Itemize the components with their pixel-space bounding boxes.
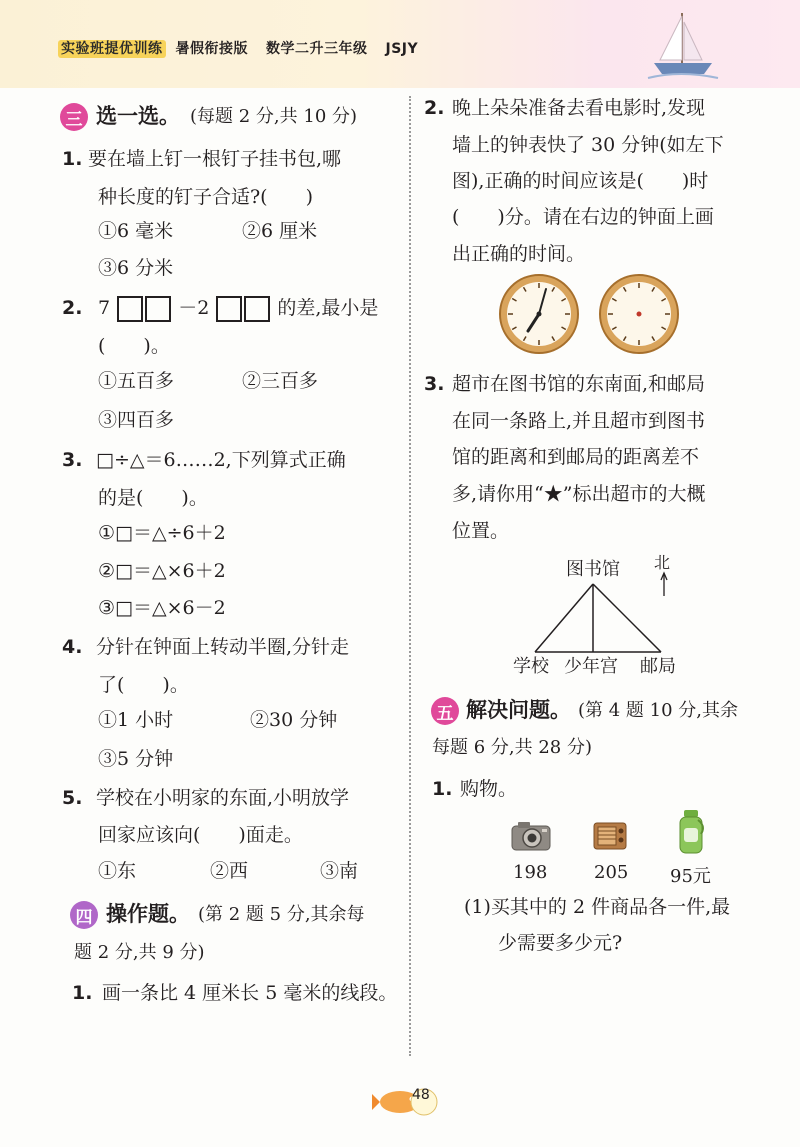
s5-q1-sub1-line1: (1)买其中的 2 件商品各一件,最 bbox=[464, 896, 731, 918]
edition-label: 暑假衔接版 bbox=[175, 41, 248, 57]
q1-option-1: ①6 毫米 bbox=[98, 220, 174, 242]
s5-q1-number: 1. bbox=[432, 778, 453, 800]
q2-expr-suffix: 的差,最小是 bbox=[277, 297, 379, 319]
map-diagram[interactable] bbox=[505, 570, 705, 660]
s4-q3-line2: 在同一条路上,并且超市到图书 bbox=[452, 410, 706, 432]
map-label-post-office: 邮局 bbox=[640, 656, 676, 677]
q2-option-3: ③四百多 bbox=[98, 409, 175, 431]
q5-option-1: ①东 bbox=[98, 860, 137, 882]
section4-note-line1: (第 2 题 5 分,其余每 bbox=[198, 904, 365, 925]
s4-q3-number: 3. bbox=[424, 373, 445, 395]
q5-text-line2: 回家应该向( )面走。 bbox=[98, 824, 303, 846]
q3-text-line2: 的是( )。 bbox=[98, 487, 208, 509]
s4-q3-line3: 馆的距离和到邮局的距离差不 bbox=[452, 446, 700, 468]
s5-q1-sub1-line2: 少需要多少元? bbox=[498, 932, 623, 954]
s4-q2-line4: ( )分。请在右边的钟面上画 bbox=[452, 206, 714, 228]
s4-q2-number: 2. bbox=[424, 97, 445, 119]
q5-number: 5. bbox=[62, 787, 83, 809]
q2-number: 2. bbox=[62, 297, 83, 319]
q1-text-line1: 要在墙上钉一根钉子挂书包,哪 bbox=[88, 148, 342, 170]
q4-text-line1: 分针在钟面上转动半圈,分针走 bbox=[96, 636, 350, 658]
blank-digit-box[interactable] bbox=[216, 296, 242, 322]
q2-expression bbox=[98, 296, 378, 322]
q1-option-2: ②6 厘米 bbox=[242, 220, 318, 242]
section4-badge: 四 bbox=[70, 901, 98, 929]
section5-title: 解决问题。 bbox=[466, 698, 571, 722]
q5-option-3: ③南 bbox=[320, 860, 359, 882]
q5-text-line1: 学校在小明家的东面,小明放学 bbox=[96, 787, 350, 809]
q3-number: 3. bbox=[62, 449, 83, 471]
subject-label: 数学二升三年级 bbox=[266, 41, 368, 57]
section4-title: 操作题。 bbox=[106, 902, 190, 926]
q5-option-2: ②西 bbox=[210, 860, 249, 882]
blank-digit-box[interactable] bbox=[117, 296, 143, 322]
q4-option-1: ①1 小时 bbox=[98, 709, 174, 731]
map-label-youth-palace: 少年宫 bbox=[564, 656, 618, 677]
q3-option-2: ②□＝△×6＋2 bbox=[98, 560, 226, 582]
radio-icon bbox=[592, 819, 628, 853]
product-price-camera: 198 bbox=[513, 862, 548, 883]
section3-badge: 三 bbox=[60, 103, 88, 131]
camera-icon bbox=[510, 820, 552, 852]
series-code: JSJY bbox=[385, 41, 419, 57]
brand-label: 实验班提优训练 bbox=[58, 40, 166, 58]
q4-number: 4. bbox=[62, 636, 83, 658]
q2-option-2: ②三百多 bbox=[242, 370, 319, 392]
section5-note-line1: (第 4 题 10 分,其余 bbox=[578, 700, 738, 721]
water-bottle-icon bbox=[675, 808, 707, 856]
q1-option-3: ③6 分米 bbox=[98, 257, 174, 279]
header-bar bbox=[58, 38, 418, 58]
section5-note-line2: 每题 6 分,共 28 分) bbox=[432, 737, 592, 758]
clock-face-icon bbox=[498, 273, 580, 355]
s4-q3-line4: 多,请你用“★”标出超市的大概 bbox=[452, 483, 706, 505]
s4-q1-text: 画一条比 4 厘米长 5 毫米的线段。 bbox=[102, 982, 398, 1004]
map-label-north: 北 bbox=[654, 553, 671, 572]
map-road-library-school bbox=[535, 584, 593, 652]
map-label-school: 学校 bbox=[513, 656, 549, 677]
page-number-fish-icon bbox=[372, 1078, 442, 1118]
q1-number: 1. bbox=[62, 148, 83, 170]
s4-q2-line5: 出正确的时间。 bbox=[452, 243, 586, 265]
section5-badge: 五 bbox=[431, 697, 459, 725]
q2-option-1: ①五百多 bbox=[98, 370, 175, 392]
blank-digit-box[interactable] bbox=[145, 296, 171, 322]
map-road-library-post bbox=[593, 584, 661, 652]
page-number: 48 bbox=[412, 1087, 430, 1103]
sailboat-icon bbox=[640, 8, 720, 83]
column-divider bbox=[409, 96, 411, 1056]
q1-text-line2: 种长度的钉子合适?( ) bbox=[98, 186, 314, 208]
q4-text-line2: 了( )。 bbox=[98, 674, 189, 696]
blank-clock-face-icon[interactable] bbox=[598, 273, 680, 355]
map-label-library: 图书馆 bbox=[566, 559, 620, 580]
s4-q1-number: 1. bbox=[72, 982, 93, 1004]
s4-q2-line2: 墙上的钟表快了 30 分钟(如左下 bbox=[452, 134, 724, 156]
q2-expr-minus: －2 bbox=[178, 297, 210, 319]
s4-q3-line1: 超市在图书馆的东南面,和邮局 bbox=[452, 373, 706, 395]
section4-note-line2: 题 2 分,共 9 分) bbox=[74, 942, 205, 963]
q3-text-line1: □÷△＝6……2,下列算式正确 bbox=[96, 449, 346, 471]
q2-text-line2: ( )。 bbox=[98, 335, 170, 357]
product-price-bottle: 95元 bbox=[670, 866, 711, 887]
s4-q3-line5: 位置。 bbox=[452, 520, 510, 542]
s5-q1-text: 购物。 bbox=[460, 778, 518, 800]
product-price-radio: 205 bbox=[594, 862, 629, 883]
section3-title: 选一选。 bbox=[96, 104, 180, 128]
section3-note: (每题 2 分,共 10 分) bbox=[190, 106, 358, 127]
q4-option-2: ②30 分钟 bbox=[250, 709, 338, 731]
blank-digit-box[interactable] bbox=[244, 296, 270, 322]
q3-option-1: ①□＝△÷6＋2 bbox=[98, 522, 226, 544]
q2-expr-prefix: 7 bbox=[98, 297, 111, 319]
q3-option-3: ③□＝△×6－2 bbox=[98, 597, 226, 619]
s4-q2-line1: 晚上朵朵准备去看电影时,发现 bbox=[452, 97, 706, 119]
s4-q2-line3: 图),正确的时间应该是( )时 bbox=[452, 170, 709, 192]
q4-option-3: ③5 分钟 bbox=[98, 748, 174, 770]
